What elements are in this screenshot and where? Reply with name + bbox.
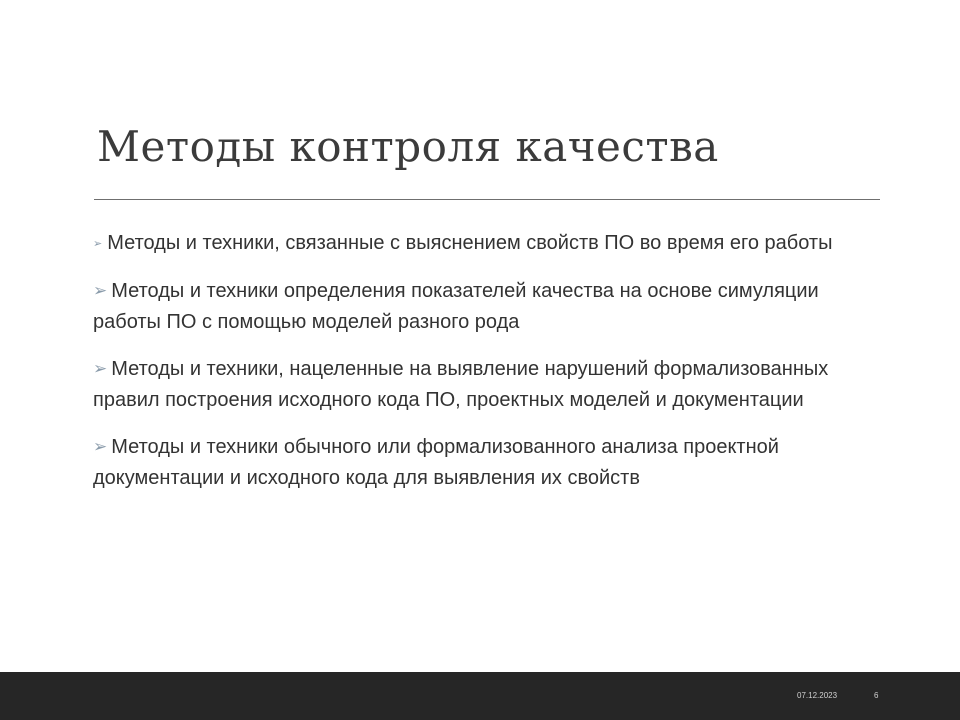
bullet-text: Методы и техники, связанные с выяснением свойств ПО во время его работы	[107, 232, 833, 254]
footer-date: 07.12.2023	[797, 691, 838, 700]
bullet-item	[93, 275, 883, 338]
arrow-bullet-icon: ➢	[93, 238, 103, 250]
slide-title: Методы контроля качества	[97, 122, 719, 171]
bullet-text: Методы и техники обычного или формализованного анализа проектной документации и исходного кода для выявления их свойств	[93, 436, 779, 489]
page-number: 6	[874, 691, 879, 700]
arrow-bullet-icon: ➢	[93, 359, 108, 378]
bullet-text: Методы и техники определения показателей качества на основе симуляции работы ПО с помощью моделей разного рода	[93, 280, 819, 333]
bullet-item	[93, 353, 883, 416]
title-divider	[94, 199, 880, 200]
bullet-item	[93, 228, 883, 260]
bullet-list	[93, 228, 883, 509]
arrow-bullet-icon: ➢	[93, 281, 108, 300]
bullet-item	[93, 431, 883, 494]
footer-bar	[0, 672, 960, 720]
bullet-text: Методы и техники, нацеленные на выявление нарушений формализованных правил построения исходного кода ПО, проектных моделей и документации	[93, 358, 829, 411]
arrow-bullet-icon: ➢	[93, 437, 108, 456]
